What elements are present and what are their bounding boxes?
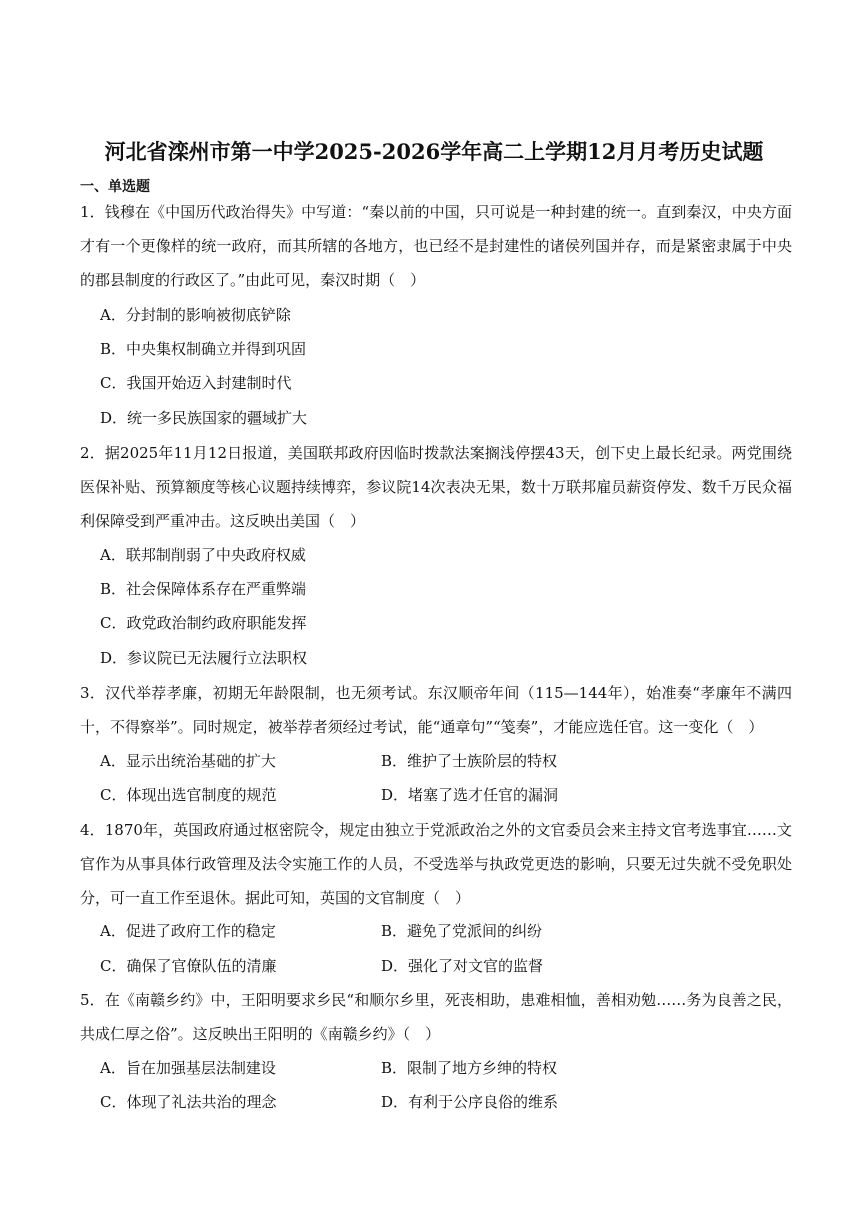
question-4-option-c: C．确保了官僚队伍的清廉 <box>100 957 277 975</box>
question-2-option-d: D．参议院已无法履行立法职权 <box>100 649 308 667</box>
question-1-stem: 1．钱穆在《中国历代政治得失》中写道：“秦以前的中国，只可说是一种封建的统一。直到秦汉，中央方面才有一个更像样的统一政府，而其所辖的各地方，也已经不是封建性的诸侯列国并存，而是紧密隶属于中央的郡县制度的行政区了。”由此可见，秦汉时期（ ） <box>80 203 792 289</box>
question-1-option-a: A．分封制的影响被彻底铲除 <box>100 306 291 324</box>
question-3-option-d: D．堵塞了选才任官的漏洞 <box>381 786 559 804</box>
question-5-stem: 5．在《南赣乡约》中，王阳明要求乡民“和顺尔乡里，死丧相助，患难相恤，善相劝勉……务为良善之民，共成仁厚之俗”。这反映出王阳明的《南赣乡约》（ ） <box>80 991 792 1043</box>
question-4-option-a: A．促进了政府工作的稳定 <box>100 922 276 940</box>
question-2-option-b: B．社会保障体系存在严重弊端 <box>100 580 307 598</box>
question-5-option-a: A．旨在加强基层法制建设 <box>100 1059 276 1077</box>
question-4-option-b: B．避免了党派间的纠纷 <box>381 922 543 940</box>
question-3-option-a: A．显示出统治基础的扩大 <box>100 752 276 770</box>
question-1-option-c: C．我国开始迈入封建制时代 <box>100 374 292 392</box>
section-heading: 一、单选题 <box>80 179 150 195</box>
question-5-option-b: B．限制了地方乡绅的特权 <box>381 1059 558 1077</box>
question-3-stem: 3．汉代举荐孝廉，初期无年龄限制，也无须考试。东汉顺帝年间（115—144年），始准奏“孝廉年不满四十，不得察举”。同时规定，被举荐者须经过考试，能“通章句”“笺奏”，才能应选任官。这一变化（ ） <box>80 684 792 736</box>
question-3-option-b: B．维护了士族阶层的特权 <box>381 752 558 770</box>
question-1-option-d: D．统一多民族国家的疆域扩大 <box>100 409 308 427</box>
question-3-option-c: C．体现出选官制度的规范 <box>100 786 277 804</box>
question-5-option-d: D．有利于公序良俗的维系 <box>381 1093 559 1111</box>
exam-title: 河北省滦州市第一中学2025-2026学年高二上学期12月月考历史试题 <box>104 139 764 164</box>
question-4-stem: 4．1870年，英国政府通过枢密院令，规定由独立于党派政治之外的文官委员会来主持文官考选事宜……文官作为从事具体行政管理及法令实施工作的人员，不受选举与执政党更迭的影响，只要无过失就不受免职处分，可一直工作至退休。据此可知，英国的文官制度（ ） <box>80 821 792 907</box>
question-2-option-c: C．政党政治制约政府职能发挥 <box>100 614 307 632</box>
question-2-option-a: A．联邦制削弱了中央政府权威 <box>100 546 306 564</box>
question-5-option-c: C．体现了礼法共治的理念 <box>100 1093 277 1111</box>
question-1-option-b: B．中央集权制确立并得到巩固 <box>100 340 307 358</box>
question-4-option-d: D．强化了对文官的监督 <box>381 957 544 975</box>
question-2-stem: 2．据2025年11月12日报道，美国联邦政府因临时拨款法案搁浅停摆43天，创下史上最长纪录。两党围绕医保补贴、预算额度等核心议题持续博弈，参议院14次表决无果，数十万联邦雇员薪资停发、数千万民众福利保障受到严重冲击。这反映出美国（ ） <box>80 444 792 530</box>
